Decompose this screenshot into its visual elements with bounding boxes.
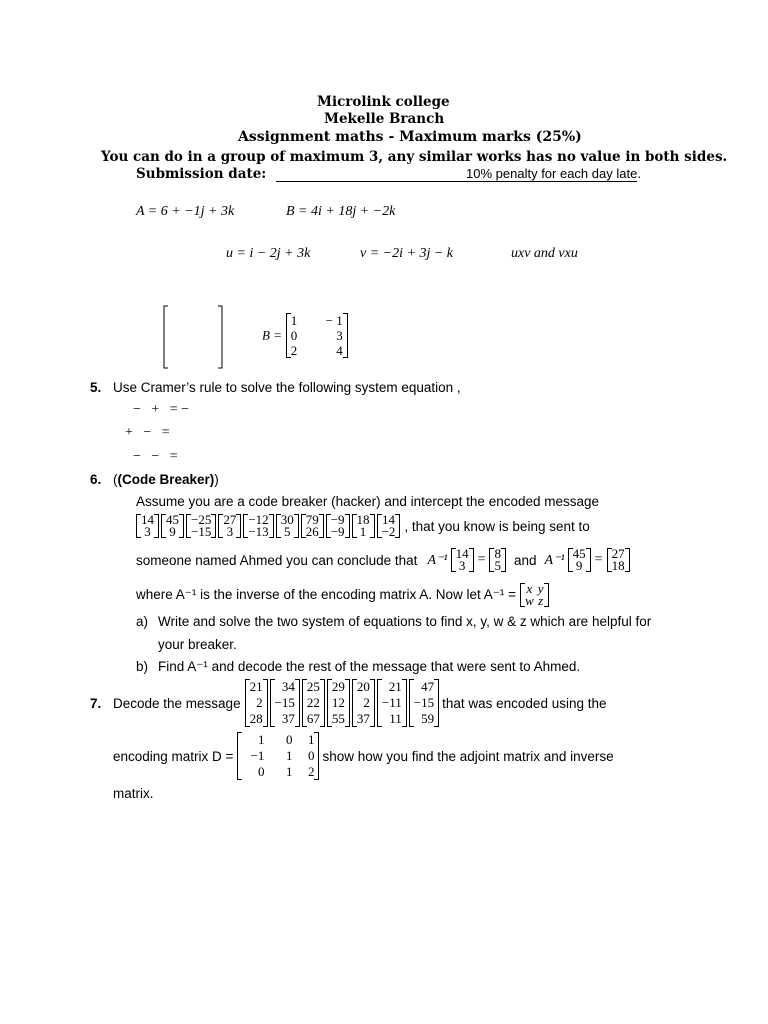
- and-word: and: [513, 552, 537, 568]
- q6-where-line: [136, 583, 549, 607]
- vector-cell: 21: [249, 679, 263, 694]
- vector-cell: 27: [223, 512, 237, 527]
- matrix-cell: 0: [307, 748, 315, 763]
- eq2-input-vector: [568, 548, 591, 572]
- group-note: You can do in a group of maximum 3, any similar works has no value in both sides.: [101, 149, 728, 165]
- equals-sign: =: [594, 552, 603, 567]
- q6a-text: Write and solve the two system of equations to find x, y, w & z which are helpful for: [158, 614, 652, 629]
- vector-cell: 30: [280, 512, 294, 527]
- empty-matrix-bracket: [158, 302, 228, 372]
- q6a-text-cont: your breaker.: [158, 637, 237, 652]
- q6-conclude-line: [136, 548, 630, 572]
- matrix-b-label: B =: [262, 327, 282, 343]
- assignment-title: Assignment maths - Maximum marks (25%): [238, 129, 582, 145]
- q6-intro: Assume you are a code breaker (hacker) and intercept the encoded message: [136, 494, 600, 509]
- matrix-cell: y: [537, 581, 544, 596]
- message-vector: [301, 514, 324, 538]
- vector-cell: −9: [330, 512, 345, 527]
- q6-sent-to: , that you know is being sent to: [404, 518, 590, 534]
- matrix-cell: w: [525, 593, 534, 608]
- matrix-cell: 0: [290, 328, 298, 343]
- matrix-d: [237, 732, 319, 780]
- vector-cell: −11: [381, 695, 402, 710]
- q7-enc-label: encoding matrix D =: [113, 748, 234, 764]
- q6-title-bold: (Code Breaker): [117, 472, 215, 487]
- matrix-cell: 2: [307, 764, 315, 779]
- vector-cell: 45: [572, 546, 586, 561]
- vector-cell: 28: [249, 711, 263, 726]
- q6-number: 6.: [90, 472, 102, 487]
- q7-line: [90, 679, 607, 727]
- vector-cell: 59: [421, 711, 435, 726]
- vector-cell: 14: [381, 512, 395, 527]
- message-vector: [352, 514, 375, 538]
- vector-cell: −15: [191, 524, 212, 539]
- branch-name: Mekelle Branch: [324, 111, 445, 127]
- vector-cell: 11: [389, 711, 402, 726]
- vector-cell: 5: [283, 524, 291, 539]
- q6b-label: b): [136, 659, 149, 674]
- submission-date-blank: [276, 166, 466, 182]
- matrix-cell: 3: [336, 328, 343, 343]
- vector-cell: −15: [274, 695, 295, 710]
- q7-number: 7.: [90, 695, 102, 711]
- eq1-output-vector: [489, 548, 506, 572]
- vector-a: A = 6 + −1j + 3k: [136, 204, 235, 219]
- q5-text: Use Cramer’s rule to solve the following system equation ,: [113, 380, 461, 395]
- q7-encoding-line: [113, 732, 614, 780]
- vector-cell: 26: [305, 524, 319, 539]
- college-name: Microlink college: [317, 94, 450, 110]
- message-vector: [161, 514, 184, 538]
- vector-cell: 20: [356, 679, 370, 694]
- vector-cell: 2: [363, 695, 370, 710]
- q7-after: that was encoded using the: [442, 695, 607, 711]
- q5-number: 5.: [90, 380, 102, 395]
- message-vector: [352, 679, 375, 727]
- vector-cell: 9: [169, 524, 176, 539]
- vector-cell: 3: [144, 524, 151, 539]
- matrix-cell: 1: [285, 764, 293, 779]
- a-inverse: A⁻¹: [544, 552, 565, 568]
- matrix-cell: 4: [336, 343, 343, 358]
- vector-cell: 34: [281, 679, 295, 694]
- message-vector: [243, 514, 273, 538]
- vector-cell: −15: [413, 695, 435, 710]
- vector-cell: −12: [248, 512, 269, 527]
- q6-where: where A⁻¹ is the inverse of the encoding matrix A. Now let A⁻¹ =: [136, 587, 517, 602]
- message-vector: [326, 514, 350, 538]
- message-vector: [136, 514, 159, 538]
- q6-title: ((Code Breaker)): [113, 472, 219, 487]
- penalty-period: .: [637, 166, 642, 181]
- matrix-cell: 1: [257, 732, 265, 747]
- message-vector: [377, 679, 407, 727]
- let-matrix: [520, 583, 548, 607]
- vector-cell: 29: [331, 679, 345, 694]
- matrix-cell: 1: [307, 732, 315, 747]
- message-vector: [276, 514, 299, 538]
- eq2-output-vector: [607, 548, 630, 572]
- vector-v: v = −2i + 3j − k: [360, 246, 453, 261]
- vector-cell: 14: [455, 546, 469, 561]
- submission-label: Submission date:: [136, 166, 267, 182]
- vector-cell: 27: [611, 546, 625, 561]
- message-vector: [186, 514, 216, 538]
- penalty-note: 10% penalty for each day late: [466, 166, 638, 181]
- equals-sign: =: [477, 552, 486, 567]
- vector-cell: −25: [191, 512, 212, 527]
- matrix-cell: − 1: [325, 313, 343, 328]
- vector-cell: −13: [248, 524, 269, 539]
- eq1-input-vector: [451, 548, 474, 572]
- q6a-label: a): [136, 614, 149, 629]
- q7-last: matrix.: [113, 786, 154, 801]
- message-vector: [302, 679, 325, 727]
- a-inverse: A⁻¹: [427, 552, 448, 568]
- vector-cell: 79: [305, 512, 319, 527]
- q7-after2: show how you find the adjoint matrix and inverse: [322, 748, 614, 764]
- message-vector: [270, 679, 300, 727]
- message-vector: [409, 679, 439, 727]
- q5-eq2: + − =: [125, 425, 170, 440]
- vector-cell: 8: [494, 546, 501, 561]
- vector-cell: 37: [281, 711, 295, 726]
- message-vector: [377, 514, 401, 538]
- vector-cell: 18: [356, 512, 370, 527]
- vector-u: u = i − 2j + 3k: [226, 246, 311, 261]
- message-vector: [245, 679, 268, 727]
- q5-eq1: − + = −: [133, 402, 190, 417]
- q6b-text: Find A⁻¹ and decode the rest of the message that were sent to Ahmed.: [158, 659, 581, 674]
- vector-cell: 9: [575, 558, 583, 573]
- matrix-cell: 1: [285, 748, 293, 763]
- vector-cell: 18: [611, 558, 625, 573]
- vector-cell: −2: [381, 524, 396, 539]
- vector-cell: −9: [330, 524, 345, 539]
- cross-products: uxv and vxu: [511, 246, 578, 261]
- matrix-cell: 0: [257, 764, 265, 779]
- vector-cell: 5: [494, 558, 501, 573]
- matrix-cell: 0: [285, 732, 293, 747]
- matrix-cell: 1: [290, 313, 298, 328]
- q7-text: Decode the message: [113, 695, 241, 711]
- vector-cell: 25: [306, 679, 320, 694]
- vector-cell: 3: [226, 524, 234, 539]
- vector-cell: 1: [359, 524, 367, 539]
- vector-cell: 67: [306, 711, 320, 726]
- vector-cell: 2: [256, 695, 263, 710]
- vector-cell: 45: [166, 512, 179, 527]
- message-vector: [327, 679, 350, 727]
- vector-cell: 14: [141, 512, 154, 527]
- submission-line: [136, 166, 641, 182]
- message-vector: [218, 514, 241, 538]
- vector-cell: 22: [306, 695, 320, 710]
- vector-cell: 12: [331, 695, 345, 710]
- matrix-b: [286, 313, 348, 358]
- matrix-cell: 2: [290, 343, 298, 358]
- q6-conclude: someone named Ahmed you can conclude that: [136, 552, 418, 568]
- vector-cell: 3: [458, 558, 466, 573]
- matrix-cell: z: [538, 593, 544, 608]
- matrix-b-block: [262, 313, 348, 358]
- vector-cell: 55: [331, 711, 345, 726]
- vector-cell: 47: [421, 679, 435, 694]
- vector-cell: 21: [388, 679, 402, 694]
- matrix-cell: x: [526, 581, 533, 596]
- matrix-cell: −1: [250, 748, 265, 763]
- vector-b: B = 4i + 18j + −2k: [286, 204, 396, 219]
- vector-cell: 37: [356, 711, 370, 726]
- q5-eq3: − − =: [133, 449, 178, 464]
- q6-message: [136, 514, 590, 538]
